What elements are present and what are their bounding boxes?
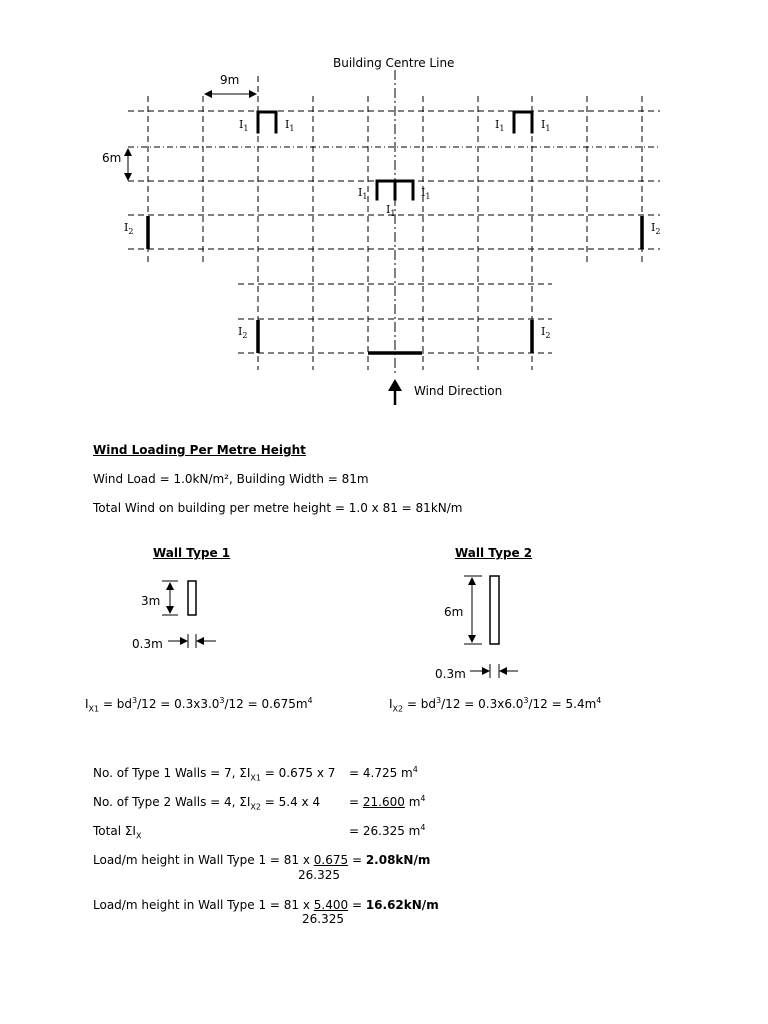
load-wall-type-1-denominator: 26.325 (298, 868, 340, 882)
wall-marker-i1: $I_1$ (285, 118, 295, 134)
wall-type-2-rect (490, 576, 499, 644)
wind-arrow-head (388, 379, 402, 391)
wall-type-2-height: 6m (444, 605, 464, 619)
total-ix-label: Total $\Sigma I_X$ (93, 824, 142, 841)
type2-walls-count: No. of Type 2 Walls = 4, $\Sigma I_{X2} = 5.4$ x 4 (93, 795, 321, 812)
wall-type-1-rect (188, 581, 196, 615)
wall-type-1-title: Wall Type 1 (153, 546, 231, 560)
wall-marker-i2: $I_2$ (541, 325, 551, 341)
wall-marker-i1: $I_1$ (386, 203, 396, 219)
load-wall-type-2-denominator: 26.325 (302, 912, 344, 926)
type1-walls-count: No. of Type 1 Walls = 7, $\Sigma I_{X1} = 0.675$ x 7 (93, 766, 336, 783)
wall-type-1-thickness: 0.3m (132, 637, 163, 651)
total-ix-result: = 26.325 $m^4$ (349, 823, 426, 838)
wall-type-1-height: 3m (141, 594, 161, 608)
wall-marker-i1: $I_1$ (358, 186, 368, 202)
wall-type-2-thickness: 0.3m (435, 667, 466, 681)
wall-marker-i1: $I_1$ (239, 118, 249, 134)
total-wind-line: Total Wind on building per metre height = 1.0 x 81 = 81kN/m (93, 501, 463, 515)
load-wall-type-2: Load/m height in Wall Type 1 = 81 x 5.400 = 16.62kN/m (93, 898, 439, 912)
plan-grid-horizontal (128, 111, 660, 353)
wind-direction-label: Wind Direction (414, 384, 503, 398)
wall-marker-i2: $I_2$ (651, 221, 661, 237)
ix1-formula: $I_{X1} = bd^3/12 = 0.3x3.0^3/12 = 0.675m^4$ (85, 696, 313, 714)
wall-marker-i2: $I_2$ (124, 221, 134, 237)
ix2-formula: $I_{X2} = bd^3/12 = 0.3x6.0^3/12 = 5.4m^4$ (389, 696, 602, 714)
wall-type-2-title: Wall Type 2 (455, 546, 533, 560)
centre-line-label: Building Centre Line (333, 56, 455, 70)
bay-width-label: 9m (220, 73, 240, 87)
wall-marker-i1: $I_1$ (421, 186, 431, 202)
load-wall-type-1: Load/m height in Wall Type 1 = 81 x 0.675 = 2.08kN/m (93, 853, 431, 867)
type1-walls-result: = 4.725 $m^4$ (349, 765, 418, 780)
wind-load-line: Wind Load = 1.0kN/m², Building Width = 81m (93, 472, 369, 486)
bay-depth-label: 6m (102, 151, 122, 165)
wall-marker-i1: $I_1$ (495, 118, 505, 134)
section-heading: Wind Loading Per Metre Height (93, 443, 306, 457)
wall-marker-i1: $I_1$ (541, 118, 551, 134)
type2-walls-result: = 21.600 $m^4$ (349, 794, 426, 809)
wall-marker-i2: $I_2$ (238, 325, 248, 341)
